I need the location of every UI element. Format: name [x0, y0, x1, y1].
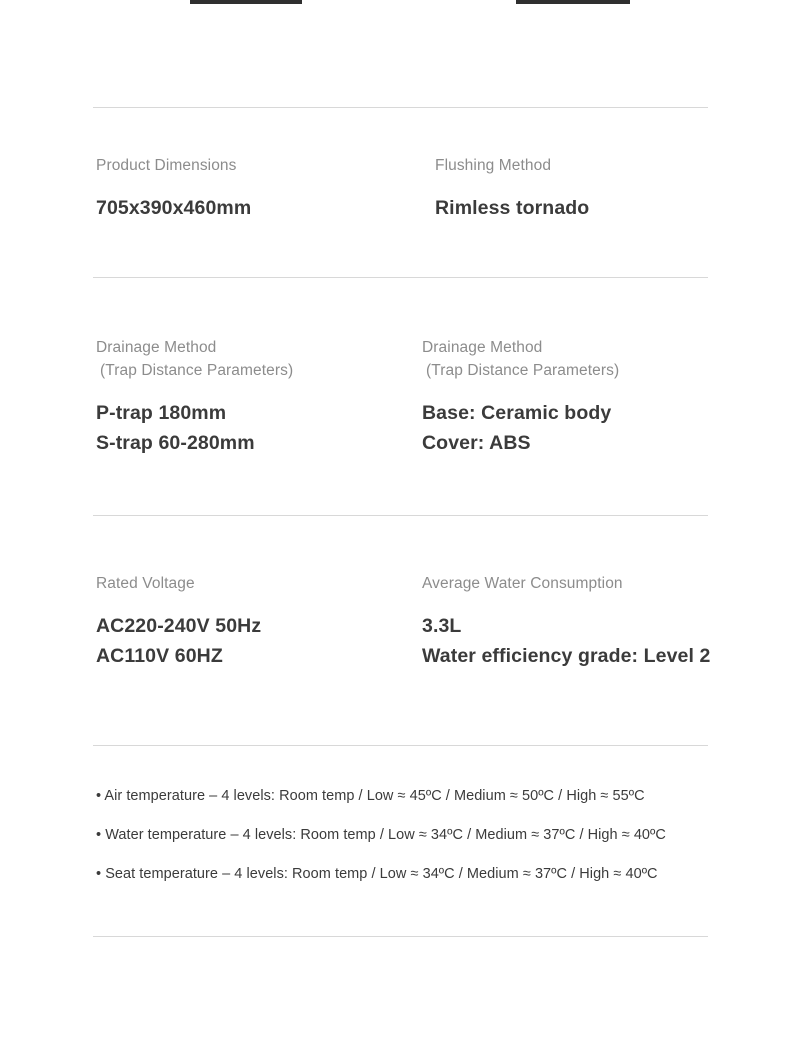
- divider-3: [93, 515, 708, 516]
- spec-label-main: Drainage Method: [96, 339, 217, 356]
- spec-value: [96, 398, 426, 458]
- note-item: • Air temperature – 4 levels: Room temp / Low ≈ 45ºC / Medium ≈ 50ºC / High ≈ 55ºC: [96, 788, 645, 804]
- spec-label: [422, 336, 782, 382]
- spec-value-line: P-trap 180mm: [96, 402, 227, 424]
- spec-value-line: AC110V 60HZ: [96, 645, 223, 667]
- spec-label: Flushing Method: [435, 157, 552, 174]
- spec-label: Rated Voltage: [96, 575, 195, 592]
- spec-value-line: Cover: ABS: [422, 432, 531, 454]
- spec-item-water-consumption: [422, 572, 782, 671]
- notes-list: [96, 777, 756, 894]
- spec-label-sub: (Trap Distance Parameters): [426, 362, 620, 379]
- spec-label: Average Water Consumption: [422, 575, 623, 592]
- spec-item-material: [422, 336, 782, 458]
- note-item: • Seat temperature – 4 levels: Room temp / Low ≈ 34ºC / Medium ≈ 37ºC / High ≈ 40ºC: [96, 866, 658, 882]
- spec-item-flushing-method: [435, 154, 795, 223]
- spec-item-rated-voltage: [96, 572, 426, 671]
- spec-value: [422, 611, 782, 671]
- spec-value-line: Base: Ceramic body: [422, 402, 612, 424]
- spec-value-line: 705x390x460mm: [96, 197, 252, 219]
- divider-4: [93, 745, 708, 746]
- note-item: • Water temperature – 4 levels: Room temp / Low ≈ 34ºC / Medium ≈ 37ºC / High ≈ 40ºC: [96, 827, 666, 843]
- spec-value-line: Rimless tornado: [435, 197, 590, 219]
- top-cropped-bar-left: [190, 0, 302, 4]
- divider-5: [93, 936, 708, 937]
- divider-1: [93, 107, 708, 108]
- spec-label: [96, 336, 426, 382]
- spec-value-line: AC220-240V 50Hz: [96, 615, 262, 637]
- spec-label-main: Drainage Method: [422, 339, 543, 356]
- divider-2: [93, 277, 708, 278]
- spec-item-drainage-method: [96, 336, 426, 458]
- spec-label-sub: (Trap Distance Parameters): [100, 362, 294, 379]
- spec-value-line: S-trap 60-280mm: [96, 432, 255, 454]
- spec-value: [422, 398, 782, 458]
- spec-value: [435, 193, 795, 223]
- spec-value: [96, 611, 426, 671]
- top-cropped-bar-right: [516, 0, 630, 4]
- spec-label: Product Dimensions: [96, 157, 237, 174]
- spec-value-line: Water efficiency grade: Level 2: [422, 645, 711, 667]
- spec-value-line: 3.3L: [422, 615, 462, 637]
- spec-item-product-dimensions: [96, 154, 426, 223]
- spec-value: [96, 193, 426, 223]
